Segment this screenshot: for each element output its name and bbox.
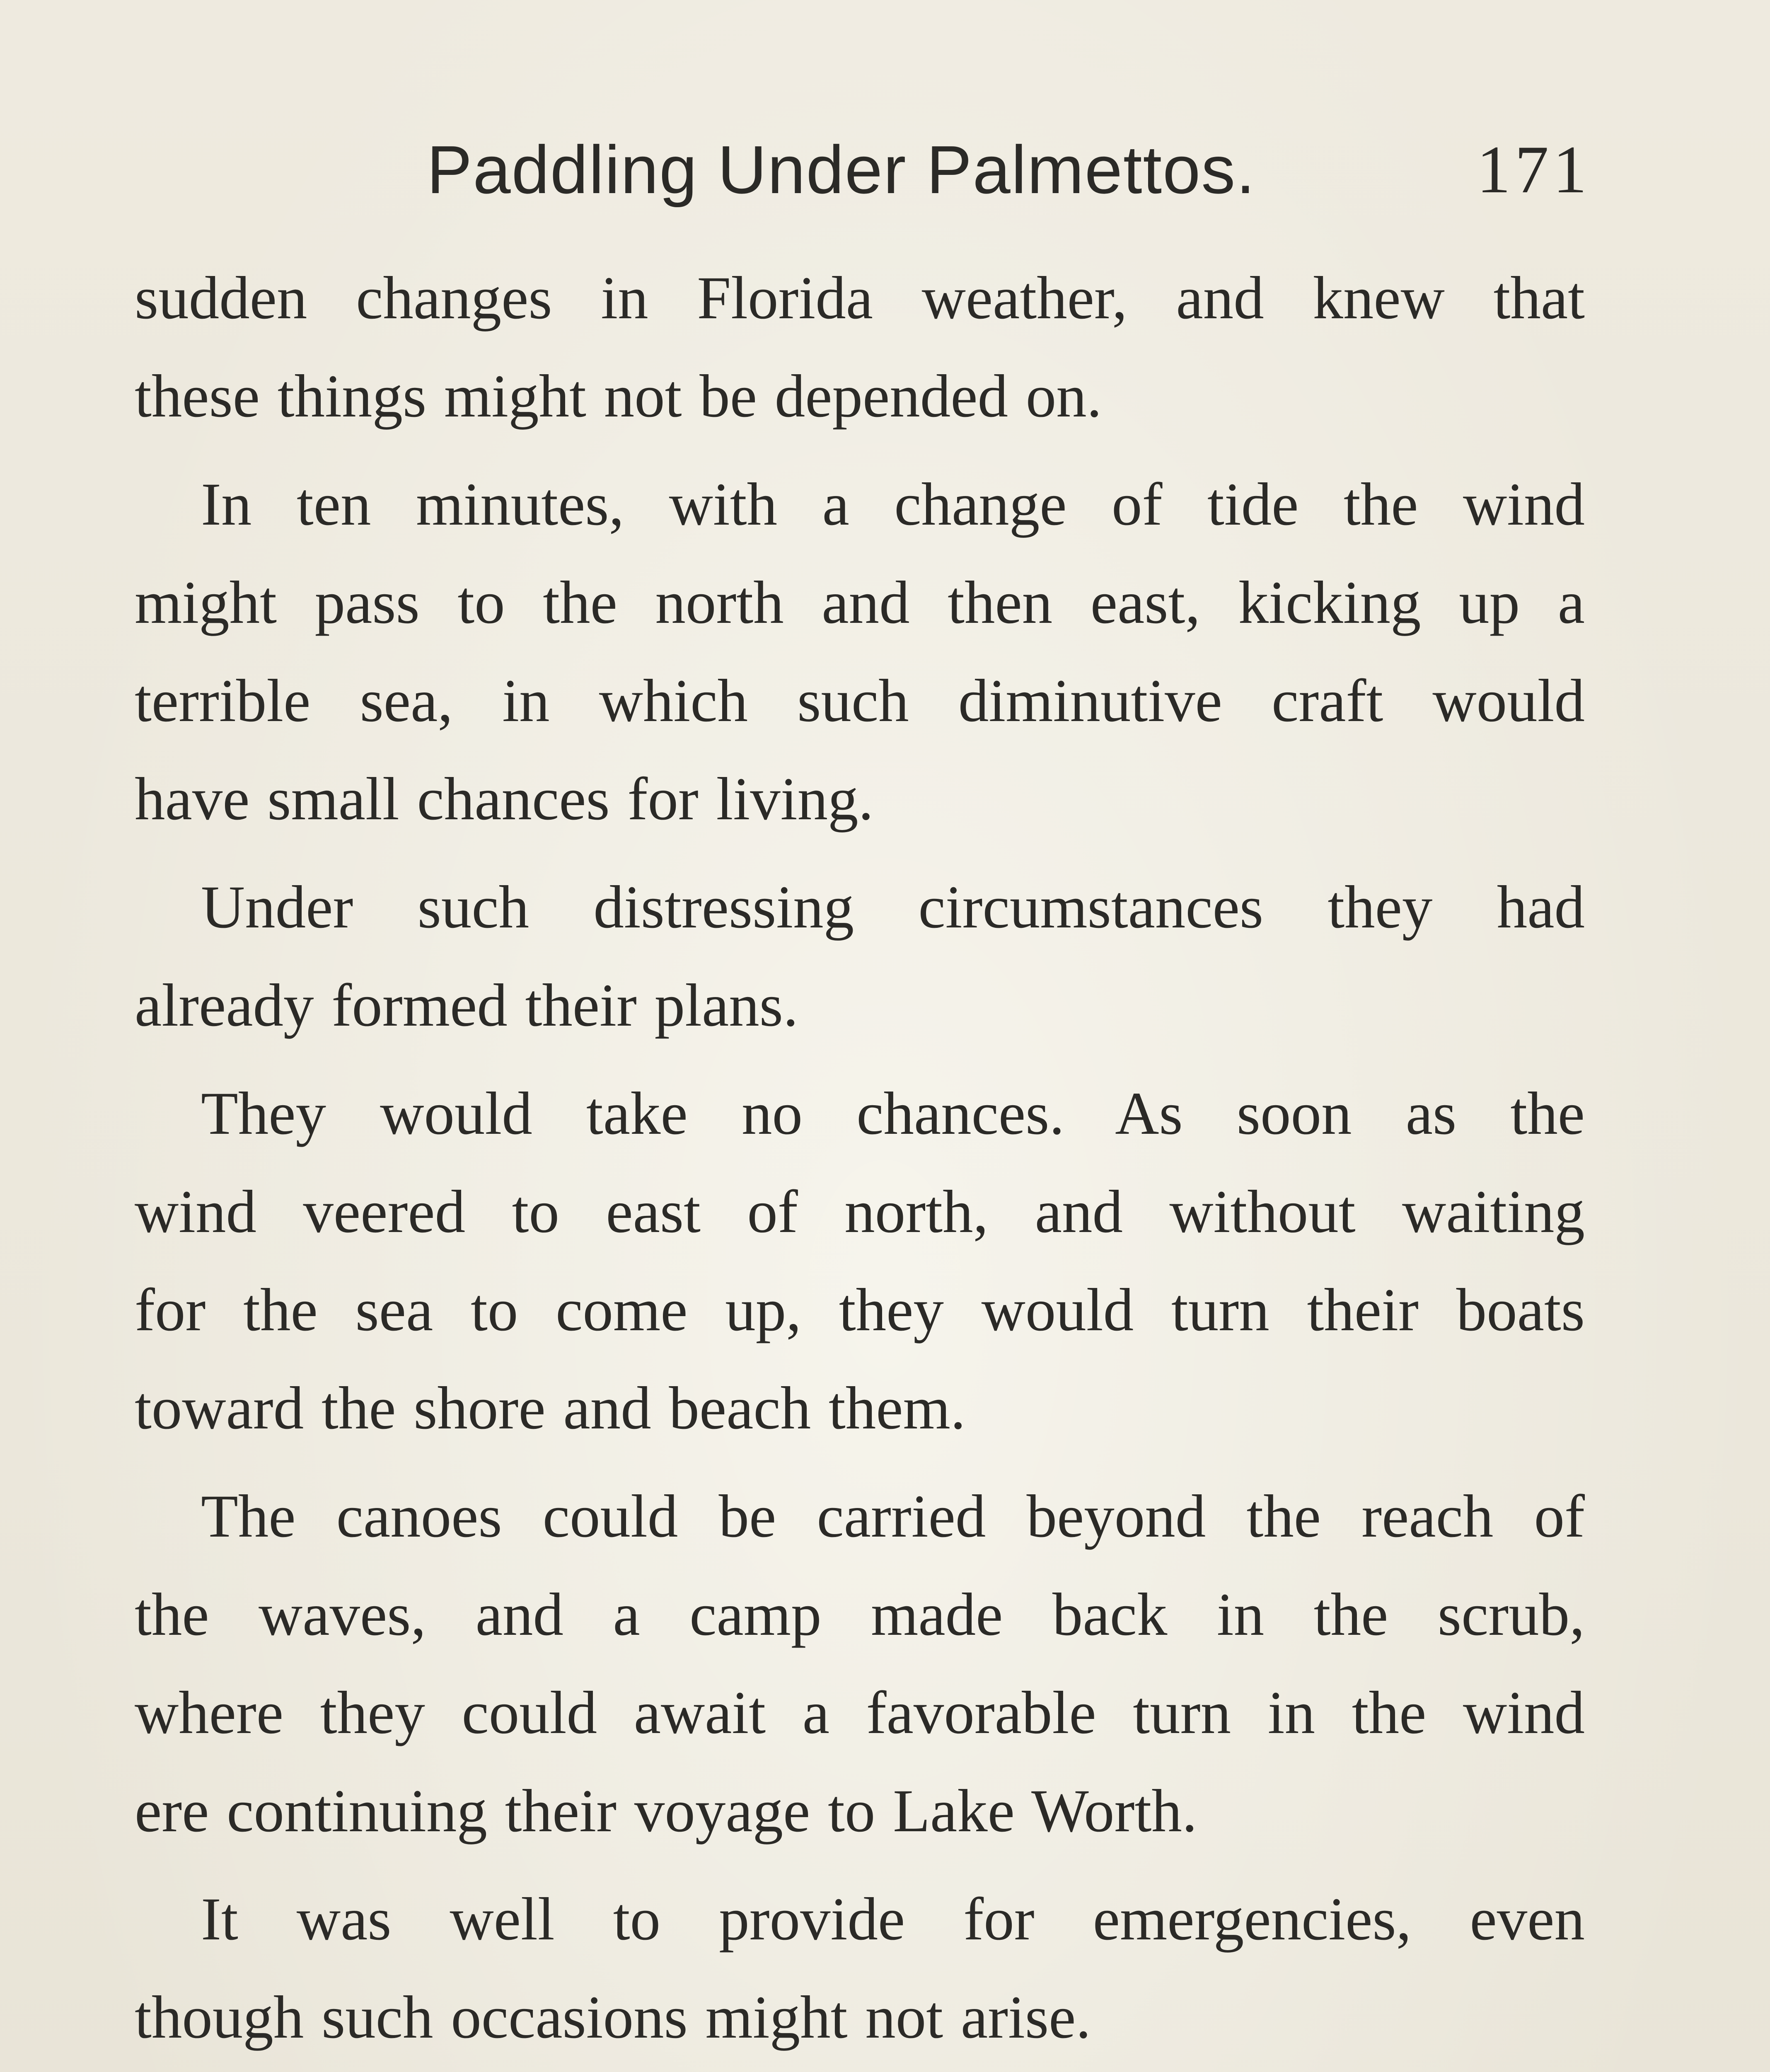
text-line: wind veered to east of north, and without waiting bbox=[135, 1178, 1585, 1245]
text-line: where they could await a favorable turn in the wind bbox=[135, 1679, 1585, 1746]
text-line: Under such distressing circumstances they had bbox=[201, 873, 1585, 941]
text-line: these things might not be depended on. bbox=[135, 362, 1102, 430]
text-line: might pass to the north and then east, kicking up a bbox=[135, 569, 1585, 636]
text-line: The canoes could be carried beyond the reach of bbox=[201, 1482, 1585, 1550]
text-line: In ten minutes, with a change of tide the wind bbox=[201, 470, 1585, 538]
text-line: They would take no chances. As soon as the bbox=[201, 1080, 1585, 1147]
page-header bbox=[133, 116, 1591, 224]
text-line: have small chances for living. bbox=[135, 765, 874, 833]
paragraph bbox=[135, 1467, 1585, 1860]
text-line: already formed their plans. bbox=[135, 971, 798, 1039]
text-line: sudden changes in Florida weather, and knew that bbox=[135, 264, 1585, 332]
text-line: toward the shore and beach them. bbox=[135, 1374, 966, 1442]
text-line: for the sea to come up, they would turn their boats bbox=[135, 1276, 1585, 1343]
paragraph bbox=[135, 1064, 1585, 1457]
text-line: terrible sea, in which such diminutive craft would bbox=[135, 667, 1585, 734]
page-number: 171 bbox=[1477, 132, 1591, 207]
text-line: ere continuing their voyage to Lake Worth. bbox=[135, 1777, 1197, 1844]
text-line: the waves, and a camp made back in the scrub, bbox=[135, 1581, 1585, 1648]
paragraph bbox=[135, 1870, 1585, 2066]
paragraph bbox=[135, 858, 1585, 1054]
text-line: though such occasions might not arise. bbox=[135, 1983, 1091, 2051]
paragraph bbox=[135, 455, 1585, 848]
paragraph bbox=[135, 249, 1585, 445]
running-title: Paddling Under Palmettos. bbox=[427, 132, 1256, 208]
body-text bbox=[135, 249, 1585, 2072]
text-line: It was well to provide for emergencies, even bbox=[201, 1885, 1585, 1953]
